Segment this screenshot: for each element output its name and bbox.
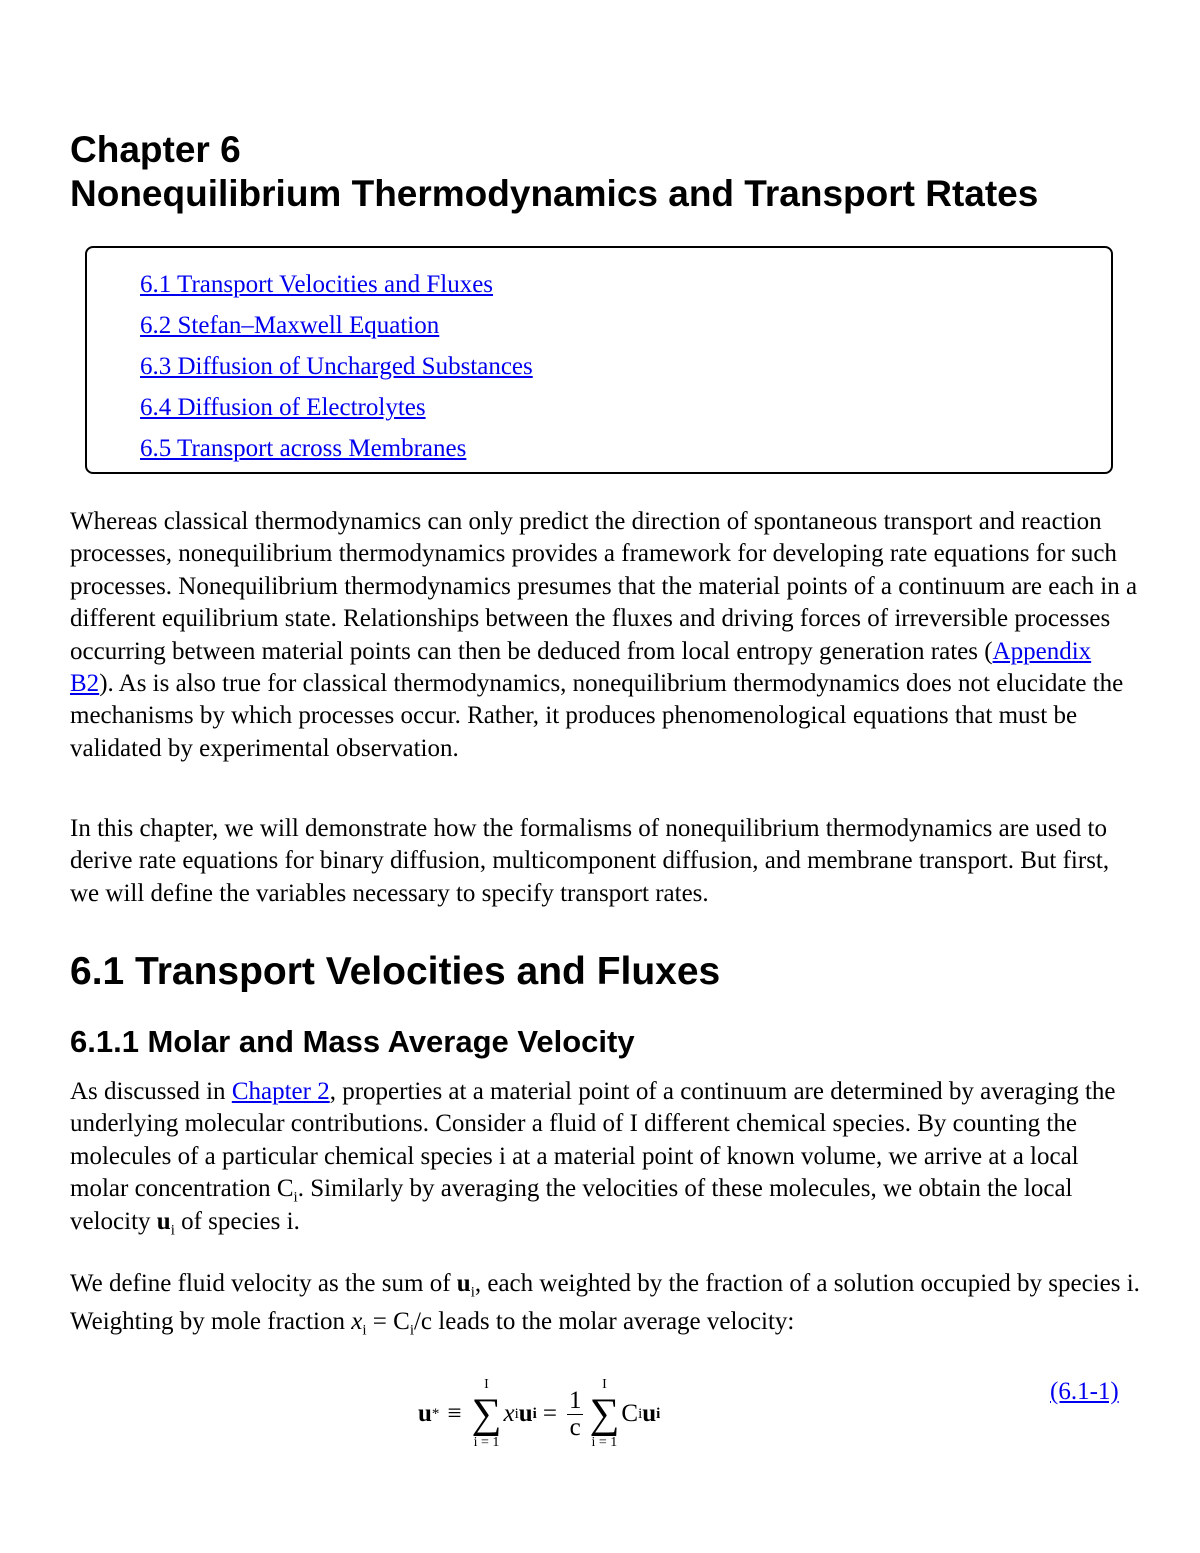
summation-symbol: I ∑ i = 1 [589, 1377, 620, 1450]
appendix-b2-link[interactable]: Appendix B2 [70, 637, 1092, 698]
chapter-number: Chapter 6 [70, 129, 241, 170]
toc-item [140, 307, 1111, 348]
toc-item [140, 348, 1111, 389]
fraction: $\frac{1}{c}$ [568, 1386, 582, 1441]
fluid-velocity-paragraph: We define fluid velocity as the sum of $u_i$, each weighted by the fraction of a solution occupied by species i. Weighting by mole fraction $x_i = C_i/c$ leads to the molar average velocity: [70, 1270, 1140, 1339]
table-of-contents [85, 246, 1113, 474]
toc-item [140, 389, 1111, 430]
molar-concentration-paragraph: As discussed in Chapter 2, properties at a material point of a continuum are determined by averaging the underlying molecular contributions. Consider a fluid of I different chemical species. By counting the molecules of a particular chemical species i at a material point of known volume, we arrive at a local molar concentration $C_i$. Similarly by averaging the velocities of these molecules, we obtain the local velocity $u_i$ of species i. [70, 1078, 1116, 1238]
chapter-name: Nonequilibrium Thermodynamics and Transport Rtates [70, 173, 1039, 214]
section-heading: 6.1 Transport Velocities and Fluxes [70, 950, 721, 993]
toc-link-6-3[interactable]: 6.3 Diffusion of Uncharged Substances [140, 353, 533, 380]
equation-number-link[interactable]: (6.1-1) [1050, 1378, 1119, 1405]
chapter-overview-paragraph: In this chapter, we will demonstrate how the formalisms of nonequilibrium thermodynamics are used to derive rate equations for binary diffusion, multicomponent diffusion, and membrane transport. But first, we will define the variables necessary to specify transport rates. [70, 815, 1110, 907]
toc-link-6-1[interactable]: 6.1 Transport Velocities and Fluxes [140, 271, 494, 298]
chapter-title [70, 128, 1038, 216]
toc-link-6-4[interactable]: 6.4 Diffusion of Electrolytes [140, 394, 426, 421]
toc-link-6-5[interactable]: 6.5 Transport across Membranes [140, 435, 467, 462]
summation-symbol: I ∑ i = 1 [471, 1377, 502, 1450]
toc-item [140, 266, 1111, 307]
toc-item [140, 430, 1111, 471]
toc-link-6-2[interactable]: 6.2 Stefan–Maxwell Equation [140, 312, 440, 339]
molar-average-velocity-equation: u * ≡ I ∑ i = 1 x i u i = $\frac{1}{c}$ I ∑ i = 1 C i u i [418, 1377, 661, 1450]
subsection-heading: 6.1.1 Molar and Mass Average Velocity [70, 1024, 635, 1059]
chapter-2-link[interactable]: Chapter 2 [231, 1078, 330, 1105]
intro-paragraph: Whereas classical thermodynamics can only predict the direction of spontaneous transport and reaction processes, nonequilibrium thermodynamics provides a framework for developing rate equations for such processes. Nonequilibrium thermodynamics presumes that the material points of a continuum are each in a different equilibrium state. Relationships between the fluxes and driving forces of irreversible processes occurring between material points can then be deduced from local entropy generation rates (Appendix B2). As is also true for classical thermodynamics, nonequilibrium thermodynamics does not elucidate the mechanisms by which processes occur. Rather, it produces phenomenological equations that must be validated by experimental observation. [70, 508, 1138, 762]
